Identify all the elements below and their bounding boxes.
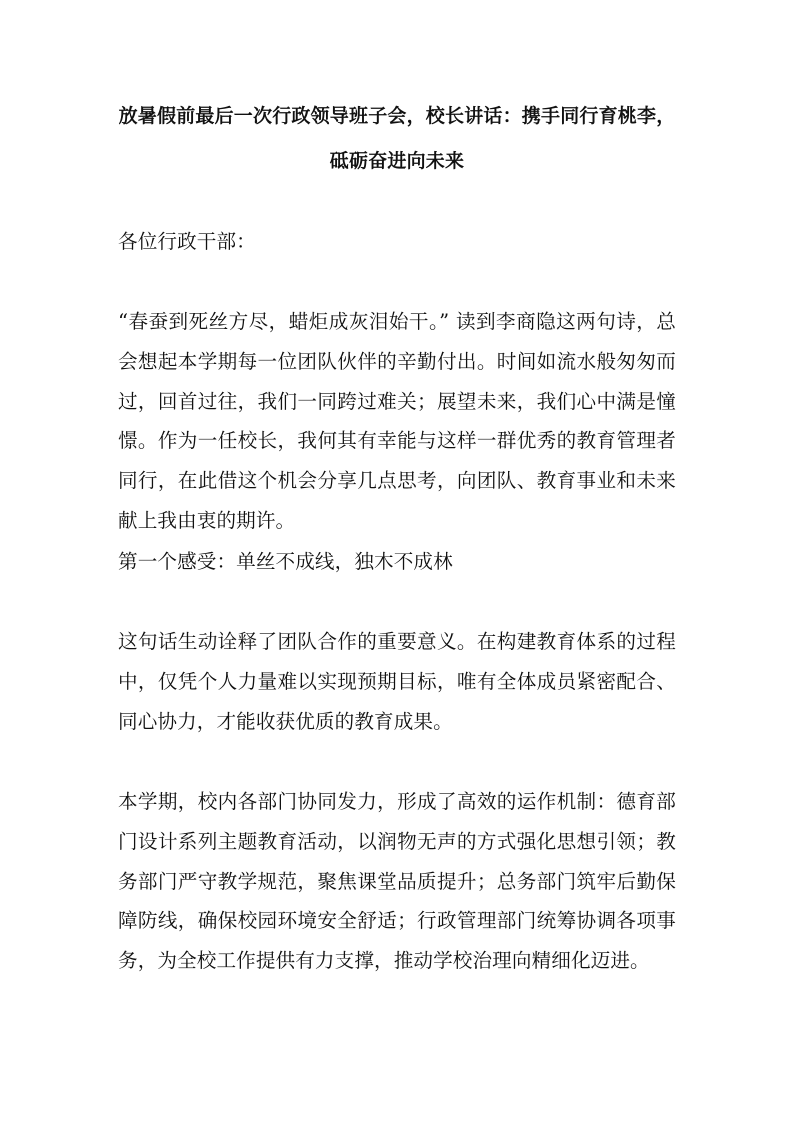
document-title: 放暑假前最后一次行政领导班子会，校长讲话：携手同行育桃李，砥砺奋进向未来 xyxy=(118,105,676,172)
paragraph-departments: 本学期，校内各部门协同发力，形成了高效的运作机制：德育部门设计系列主题教育活动，以润物无声的方式强化思想引领；教务部门严守教学规范，聚焦课堂品质提升；总务部门筑牢后勤保障防线，确保校园环境安全舒适；行政管理部门统筹协调各项事务，为全校工作提供有力支撑，推动学校治理向精细化迈进。 xyxy=(118,790,676,973)
section-heading-first-feeling: 第一个感受：单丝不成线，独木不成林 xyxy=(118,550,453,573)
paragraph-opening: “春蚕到死丝方尽，蜡炬成灰泪始干。” 读到李商隐这两句诗，总会想起本学期每一位团队伙伴的辛勤付出。时间如流水般匆匆而过，回首过往，我们一同跨过难关；展望未来，我们心中满是憧憬。作为一任校长，我何其有幸能与这样一群优秀的教育管理者同行，在此借这个机会分享几点思考，向团队、教育事业和未来献上我由衷的期许。 xyxy=(118,310,676,532)
paragraph-teamwork: 这句话生动诠释了团队合作的重要意义。在构建教育体系的过程中，仅凭个人力量难以实现预期目标，唯有全体成员紧密配合、同心协力，才能收获优质的教育成果。 xyxy=(118,630,676,733)
greeting: 各位行政干部： xyxy=(118,230,256,253)
